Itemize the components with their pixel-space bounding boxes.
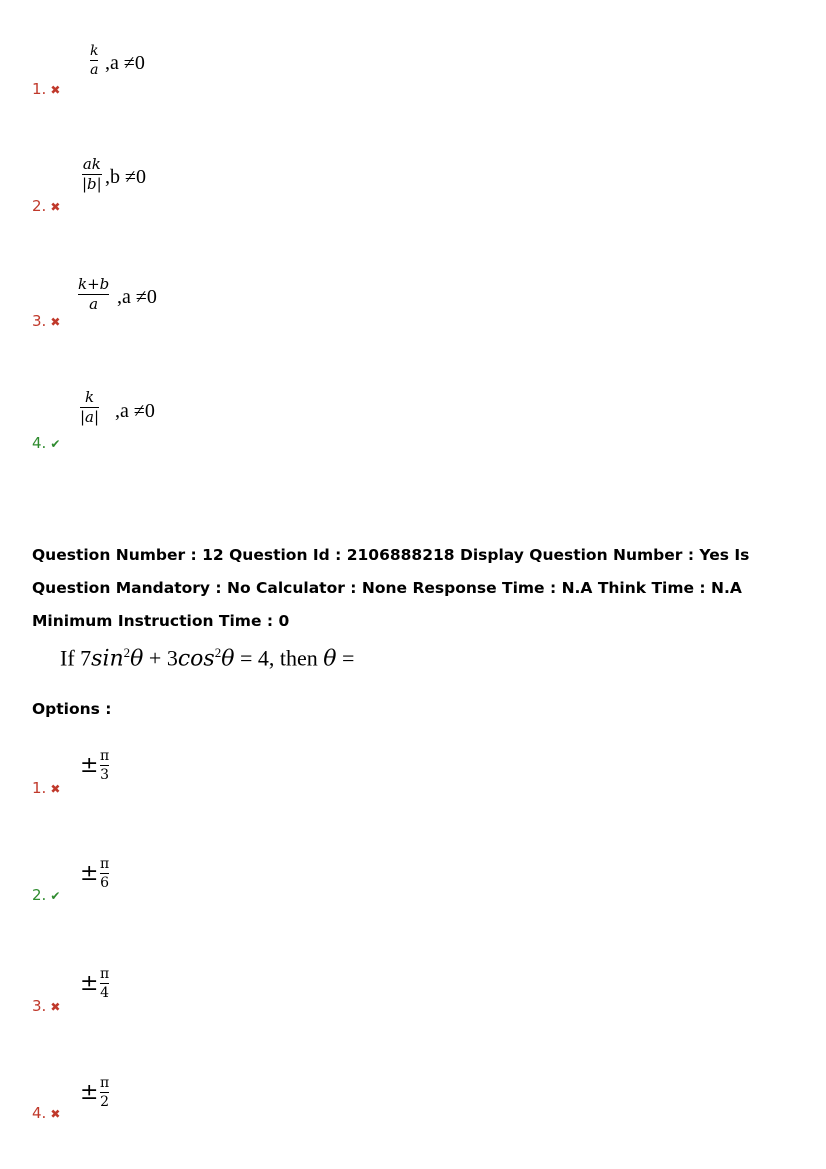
cross-icon: ✖ [50, 200, 61, 214]
question-text: If $7\sin^2\theta + 3\cos^2\theta = 4$, then θ = [60, 645, 355, 672]
cross-icon: ✖ [50, 83, 61, 97]
cross-icon: ✖ [50, 782, 61, 796]
fraction: ak |b| [82, 155, 102, 193]
option-condition: ,b ≠0 [105, 166, 146, 188]
fraction: k a [90, 43, 99, 78]
option-number: 4. ✖ [32, 1104, 61, 1122]
fraction: π 2 [100, 1075, 110, 1110]
option-condition: ,a ≠0 [105, 52, 145, 74]
plus-minus: ± [80, 971, 99, 996]
option-number: 2. ✔ [32, 886, 61, 904]
plus-minus: ± [80, 753, 99, 778]
check-icon: ✔ [50, 437, 61, 451]
question-metadata: Question Number : 12 Question Id : 2106888218 Display Question Number : Yes Is Question Mandatory : No Calculator : None Response Time : N.A Think Time : N.A Minimum Instruction Time : 0 [32, 546, 750, 630]
option-number: 3. ✖ [32, 997, 61, 1015]
option-number: 4. ✔ [32, 434, 61, 452]
plus-minus: ± [80, 1080, 99, 1105]
option-number: 3. ✖ [32, 312, 61, 330]
option-number: 1. ✖ [32, 80, 61, 98]
option-number: 2. ✖ [32, 197, 61, 215]
cross-icon: ✖ [50, 1000, 61, 1014]
option-condition: ,a ≠0 [117, 286, 157, 308]
plus-minus: ± [80, 861, 99, 886]
check-icon: ✔ [50, 889, 61, 903]
options-label: Options : [32, 700, 112, 718]
option-condition: ,a ≠0 [115, 400, 155, 422]
cross-icon: ✖ [50, 315, 61, 329]
fraction: k+b a [78, 275, 110, 313]
fraction: k |a| [80, 388, 100, 426]
fraction: π 4 [100, 966, 110, 1001]
fraction: π 3 [100, 748, 110, 783]
fraction: π 6 [100, 856, 110, 891]
option-number: 1. ✖ [32, 779, 61, 797]
cross-icon: ✖ [50, 1107, 61, 1121]
